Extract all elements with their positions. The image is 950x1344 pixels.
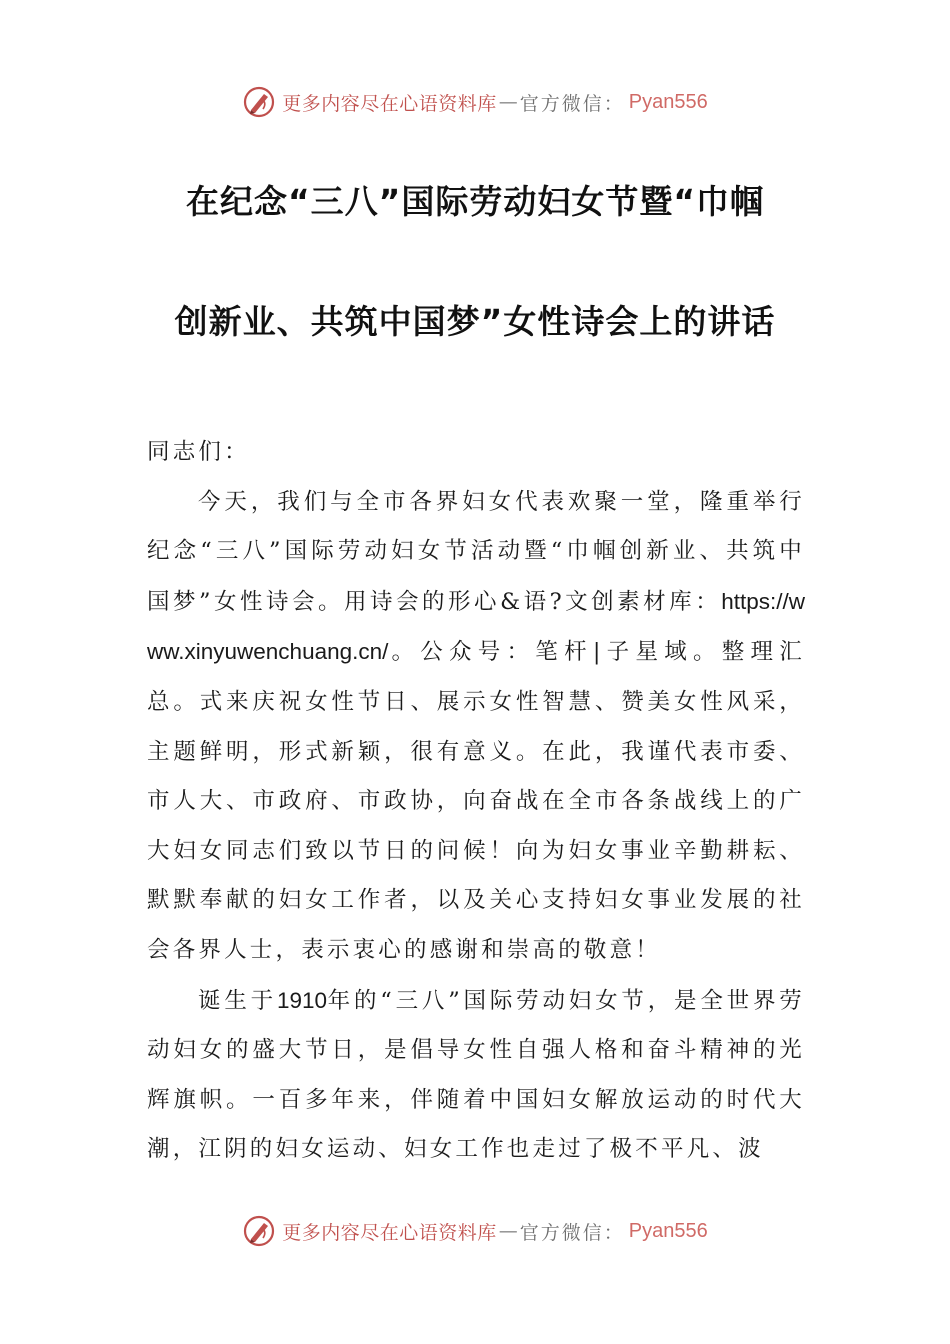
document-body xyxy=(147,428,805,1175)
footer-separator: — xyxy=(498,1220,518,1242)
pen-logo-icon xyxy=(242,1214,276,1248)
year-1910: 1910 xyxy=(276,987,328,1013)
source-url: https://www.xinyuwenchuang.cn/ xyxy=(147,588,805,665)
paragraph-2-text-b: 年的“三八”国际劳动妇女节，是全世界劳动妇女的盛大节日，是倡导女性自强人格和奋斗精神的光辉旗帜。一百多年来，伴随着中国妇女解放运动的时代大潮，江阴的妇女运动、妇女工作也走过了极不平凡、波 xyxy=(147,987,805,1163)
footer-wechat-label: 官方微信： xyxy=(519,1221,625,1244)
footer-banner xyxy=(0,1211,950,1251)
document-title-line-1: 在纪念“三八”国际劳动妇女节暨“巾帼 xyxy=(185,182,765,221)
header-separator: — xyxy=(498,91,518,113)
footer-wechat-id: Pyan556 xyxy=(628,1219,708,1242)
header-wechat-label: 官方微信： xyxy=(519,92,625,115)
footer-brand: 更多内容尽在心语资料库 xyxy=(282,1221,497,1244)
header-wechat-id: Pyan556 xyxy=(628,90,708,113)
paragraph-1-text-b: 。公众号：笔杆|子星域。整理汇总。式来庆祝女性节日、展示女性智慧、赞美女性风采，主题鲜明，形式新颖，很有意义。在此，我谨代表市委、市人大、市政府、市政协，向奋战在全市各条战线上的广大妇女同志们致以节日的问候！向为妇女事业辛勤耕耘、默默奉献的妇女工作者，以及关心支持妇女事业发展的社会各界人士，表示衷心的感谢和崇高的敬意！ xyxy=(147,639,805,963)
paragraph-2 xyxy=(147,976,805,1175)
pen-logo-icon xyxy=(242,85,276,119)
paragraph-2-text-a: 诞生于 xyxy=(198,987,277,1014)
salutation: 同志们： xyxy=(147,439,250,465)
paragraph-1 xyxy=(147,478,805,976)
paragraph-1-text-a: 今天，我们与全市各界妇女代表欢聚一堂，隆重举行纪念“三八”国际劳动妇女节活动暨“巾帼创新业、共筑中国梦”女性诗会。用诗会的形心&语?文创素材库： xyxy=(147,488,805,615)
document-title-line-2: 创新业、共筑中国梦”女性诗会上的讲话 xyxy=(174,302,776,341)
header-brand: 更多内容尽在心语资料库 xyxy=(282,92,497,115)
header-banner xyxy=(0,82,950,122)
